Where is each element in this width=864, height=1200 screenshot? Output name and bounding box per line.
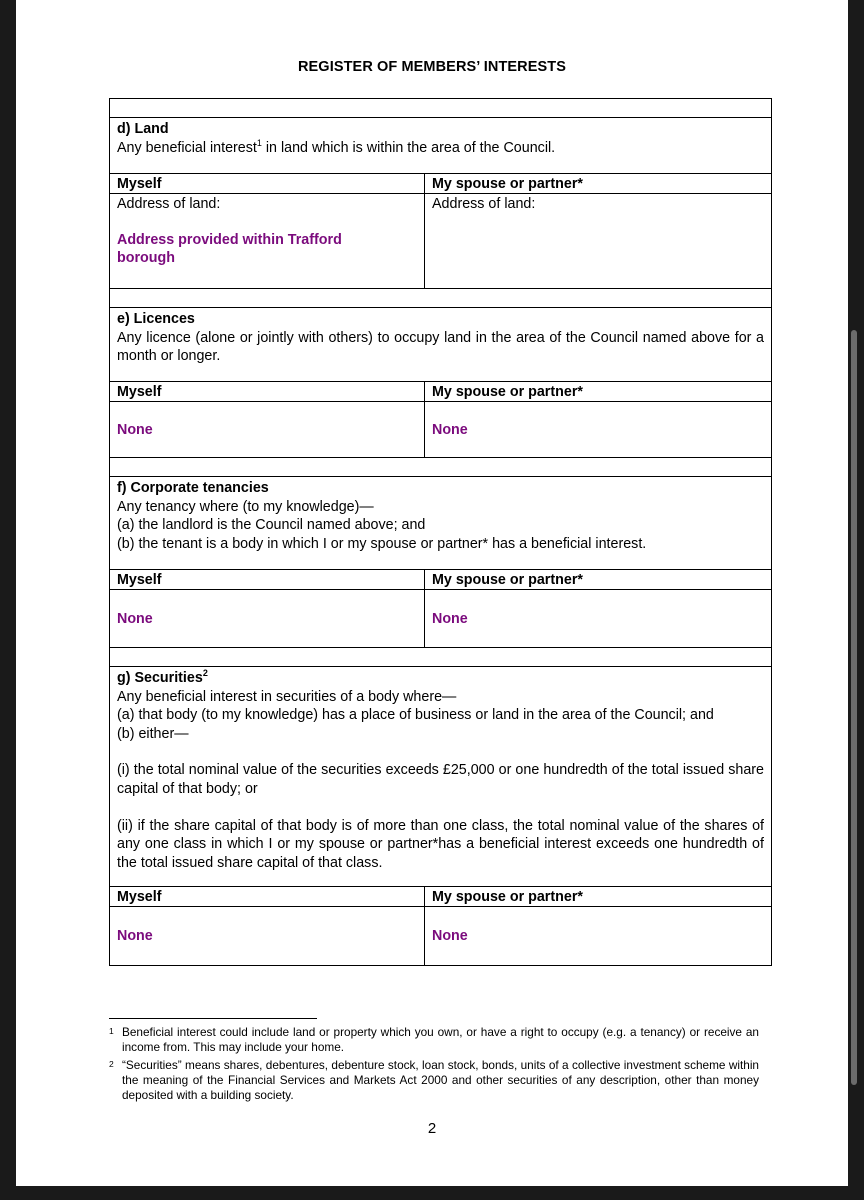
section-line: (b) the tenant is a body in which I or my spouse or partner* has a beneficial interest. (117, 535, 647, 552)
myself-header: Myself (110, 570, 425, 590)
spacer-row (110, 648, 771, 667)
section-heading: f) Corporate tenancies (117, 480, 269, 496)
spouse-header: My spouse or partner* (432, 176, 583, 192)
spacer-row (110, 289, 771, 308)
spouse-cell (425, 194, 771, 288)
section-line: Any beneficial interest in securities of a body where— (117, 688, 457, 705)
footnote-text: Beneficial interest could include land or property which you own, or have a right to occupy (e.g. a tenancy) or receive an income from. This may include your home. (122, 1025, 759, 1054)
spouse-header: My spouse or partner* (432, 572, 583, 588)
footnote-text: “Securities” means shares, debentures, debenture stock, loan stock, bonds, units of a collective investment scheme within the meaning of the Financial Services and Markets Act 2000 and other securities of any description, other than money deposited with a building society. (122, 1058, 759, 1102)
interests-table (109, 98, 772, 966)
myself-header: Myself (110, 174, 425, 194)
column-header-row (110, 174, 771, 194)
field-label: Address of land: (117, 196, 221, 212)
footnote-ref: 1 (256, 137, 262, 148)
section-heading: e) Licences (117, 311, 195, 327)
myself-cell (110, 402, 425, 457)
footnote-number: 1 (109, 1026, 114, 1036)
myself-value: None (117, 611, 153, 627)
vertical-scrollbar[interactable] (851, 330, 857, 1085)
column-header-row (110, 570, 771, 590)
column-header-row (110, 887, 771, 907)
section-e-licences (110, 308, 771, 382)
myself-value: None (117, 928, 153, 944)
footnote-number: 2 (109, 1059, 114, 1069)
page-title: REGISTER OF MEMBERS’ INTERESTS (297, 59, 567, 75)
section-heading: d) Land (117, 121, 169, 137)
myself-cell (110, 907, 425, 965)
footnote (109, 1025, 759, 1055)
section-line: (a) that body (to my knowledge) has a place of business or land in the area of the Council; and (117, 707, 714, 724)
myself-value: Address provided within Trafford borough (117, 232, 342, 266)
section-line: (b) either— (117, 725, 189, 742)
footnote-separator (109, 1018, 317, 1019)
document-page (16, 0, 848, 1186)
section-description: Any beneficial interest$^1$ in land which is within the area of the Council. (117, 137, 556, 156)
spouse-value: None (432, 928, 468, 944)
section-paragraph: (ii) if the share capital of that body is of more than one class, the total nominal value of the shares of any one class in which I or my spouse or partner*has a beneficial interest exceeds one hundredth of the total issued share capital of that class. (117, 817, 764, 871)
spouse-cell (425, 907, 771, 965)
footnote-ref: 2 (202, 668, 208, 679)
page-number: 2 (427, 1120, 437, 1137)
value-row (110, 907, 771, 965)
section-description: Any licence (alone or jointly with others) to occupy land in the area of the Council named above for a month or longer. (117, 329, 764, 365)
section-heading: g) Securities$^2$ (117, 668, 208, 686)
value-row (110, 402, 771, 458)
section-g-securities (110, 667, 771, 887)
spouse-value: None (432, 611, 468, 627)
myself-header: Myself (110, 382, 425, 402)
field-label: Address of land: (432, 196, 536, 212)
spouse-cell (425, 402, 771, 457)
section-paragraph: (i) the total nominal value of the securities exceeds £25,000 or one hundredth of the total issued share capital of that body; or (117, 762, 764, 797)
myself-cell (110, 194, 425, 288)
spacer-row (110, 99, 771, 118)
myself-header: Myself (110, 887, 425, 907)
spouse-header: My spouse or partner* (432, 889, 583, 905)
section-line: Any tenancy where (to my knowledge)— (117, 498, 374, 515)
section-f-corporate-tenancies (110, 477, 771, 570)
spouse-cell (425, 590, 771, 647)
section-line: (a) the landlord is the Council named above; and (117, 517, 426, 534)
value-row (110, 590, 771, 648)
spouse-value: None (432, 422, 468, 438)
value-row (110, 194, 771, 289)
spacer-row (110, 458, 771, 477)
column-header-row (110, 382, 771, 402)
myself-value: None (117, 422, 153, 438)
section-d-land (110, 118, 771, 174)
myself-cell (110, 590, 425, 647)
spouse-header: My spouse or partner* (432, 384, 583, 400)
footnote (109, 1058, 759, 1103)
